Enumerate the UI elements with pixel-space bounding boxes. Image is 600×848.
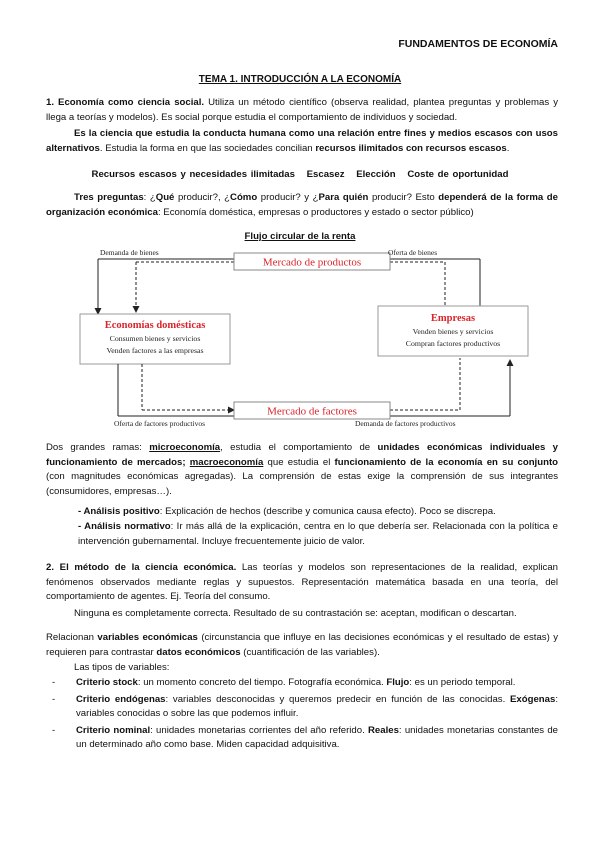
demand-goods-label: Demanda de bienes (100, 248, 159, 257)
firms-title: Empresas (430, 313, 476, 324)
question-what: Qué (155, 192, 175, 203)
question-how: Cómo (230, 192, 258, 203)
text-fragment: : variables conocidas o sobre las que podemos influir. (76, 693, 558, 720)
text-fragment: , estudia el comportamiento de (220, 442, 378, 453)
list-item (46, 693, 558, 722)
normative-analysis-item (78, 520, 558, 549)
flow-term: Flujo (386, 677, 410, 688)
list-dash: - (52, 724, 56, 736)
keyword: Coste de oportunidad (407, 169, 509, 180)
variable-types-lead: Las tipos de variables: (74, 662, 170, 673)
section1-text: Utiliza un método científico (observa realidad, plantea preguntas y problemas y llega a teorías y modelos). Es social porque estudia el comportamiento de individuos y sociedad. (46, 97, 558, 123)
supply-goods-label: Oferta de bienes (388, 248, 438, 257)
real-term: Reales (367, 724, 399, 736)
section1-paragraph1 (46, 96, 558, 125)
text-fragment: : unidades monetarias constantes de un determinado año como base. Miden capacidad adquisitiva. (76, 724, 558, 751)
circular-flow-diagram (70, 242, 540, 430)
list-dash: - (52, 677, 56, 688)
definition-text: Es la ciencia que estudia la conducta humana como una relación entre fines y medios escasos con usos alternativos (46, 128, 558, 154)
section1-p2-mid: . Estudia la forma en que las sociedades concilian (99, 142, 316, 154)
diagram-title: Flujo circular de la renta (244, 231, 356, 242)
microeconomics-term: microeconomía (149, 442, 221, 453)
economic-data-term: datos económicos (156, 646, 241, 658)
text-fragment: : unidades monetarias corrientes del año referido. (150, 724, 368, 736)
text-fragment: (con magnitudes económicas agregadas). La comprensión de estas exige la comprensión de sus integrantes (consumidores, empresas…). (46, 471, 558, 497)
section1-p2-end: . (506, 142, 510, 154)
micro-definition: unidades económicas individuales y funcionamiento de mercados; (46, 442, 558, 468)
households-line2: Venden factores a las empresas (106, 346, 204, 355)
positive-analysis-item (78, 505, 558, 520)
text-fragment: producir? y ¿ (257, 192, 319, 203)
market-products-label: Mercado de productos (262, 256, 362, 269)
resources-text: recursos ilimitados con recursos escasos (315, 142, 507, 154)
firms-line1: Venden bienes y servicios (412, 327, 494, 336)
endogenous-criterion: Criterio endógenas (76, 693, 166, 705)
keywords-line (0, 169, 600, 180)
text-fragment: : ¿ (143, 192, 156, 203)
macro-definition: funcionamiento de la economía en su conjunto (334, 456, 558, 468)
exogenous-term: Exógenas (510, 693, 556, 705)
text-fragment: : Economía doméstica, empresas o productores y estado o sector público) (157, 206, 474, 218)
list-dash: - (52, 693, 56, 705)
text-fragment: : Ir más allá de la explicación, centra en lo que debería ser. Relacionada con la política e intervención gubernamental. Incluye frecuentemente juicio de valor. (78, 521, 558, 547)
section1-paragraph2 (46, 127, 558, 156)
document-title: TEMA 1. INTRODUCCIÓN A LA ECONOMÍA (198, 74, 402, 85)
organization-text: dependerá de la forma de organización económica (46, 192, 558, 218)
text-fragment: : Explicación de hechos (describe y comunica causa efecto). Poco se discrepa. (159, 506, 496, 517)
normative-analysis-label: - Análisis normativo (78, 521, 171, 532)
keyword: Escasez (306, 169, 345, 180)
variables-paragraph (46, 631, 558, 660)
text-fragment: : es un periodo temporal. (409, 677, 516, 688)
section1-heading: 1. Economía como ciencia social. (46, 97, 205, 108)
text-fragment: (cuantificación de las variables). (240, 646, 380, 658)
text-fragment: : variables desconocidas y queremos predecir en función de las conocidas. (165, 693, 510, 705)
market-factors-label: Mercado de factores (267, 405, 357, 418)
section2-paragraph1 (46, 561, 558, 605)
text-fragment: : un momento concreto del tiempo. Fotografía económica. (137, 677, 387, 688)
variable-types-list (46, 676, 558, 753)
text-fragment: Las teorías y modelos son representaciones de la realidad, explican fenómenos observados mediante reglas y supuestos. Representación matemática basada en una teoría, del comportamiento de agentes. Ej. Teoría del consumo. (46, 562, 559, 603)
course-header: FUNDAMENTOS DE ECONOMÍA (398, 38, 558, 50)
section2-paragraph2: Ninguna es completamente correcta. Resultado de su contrastación se: aceptan, modifican o descartan. (74, 608, 517, 619)
list-item (46, 676, 558, 691)
three-questions-paragraph (46, 191, 558, 220)
questions-lead: Tres preguntas (74, 192, 144, 203)
list-item (46, 724, 558, 753)
section2-heading: 2. El método de la ciencia económica. (46, 562, 237, 573)
keyword: Recursos escasos y necesidades ilimitadas (91, 169, 295, 180)
nominal-criterion: Criterio nominal (76, 724, 151, 736)
text-fragment: producir? Esto (368, 192, 439, 203)
supply-factors-label: Oferta de factores productivos (114, 419, 206, 428)
text-fragment: (circunstancia que influye en las decisiones económicas y el resultado de estas) y requieren para contrastar (46, 632, 558, 658)
text-fragment: Dos grandes ramas: (46, 442, 150, 453)
question-for-whom: Para quién (318, 192, 369, 203)
macroeconomics-term: macroeconomía (189, 456, 264, 468)
positive-analysis-label: - Análisis positivo (78, 506, 160, 517)
branches-paragraph (46, 441, 558, 499)
text-fragment: producir?, ¿ (174, 192, 231, 203)
households-line1: Consumen bienes y servicios (109, 334, 201, 343)
keyword: Elección (356, 169, 396, 180)
text-fragment: que estudia el (263, 456, 335, 468)
stock-criterion: Criterio stock (76, 677, 138, 688)
economic-variables-term: variables económicas (97, 632, 198, 643)
firms-line2: Compran factores productivos (405, 339, 501, 348)
text-fragment: Relacionan (46, 632, 98, 643)
households-title: Economías domésticas (104, 320, 206, 331)
demand-factors-label: Demanda de factores productivos (355, 419, 456, 428)
